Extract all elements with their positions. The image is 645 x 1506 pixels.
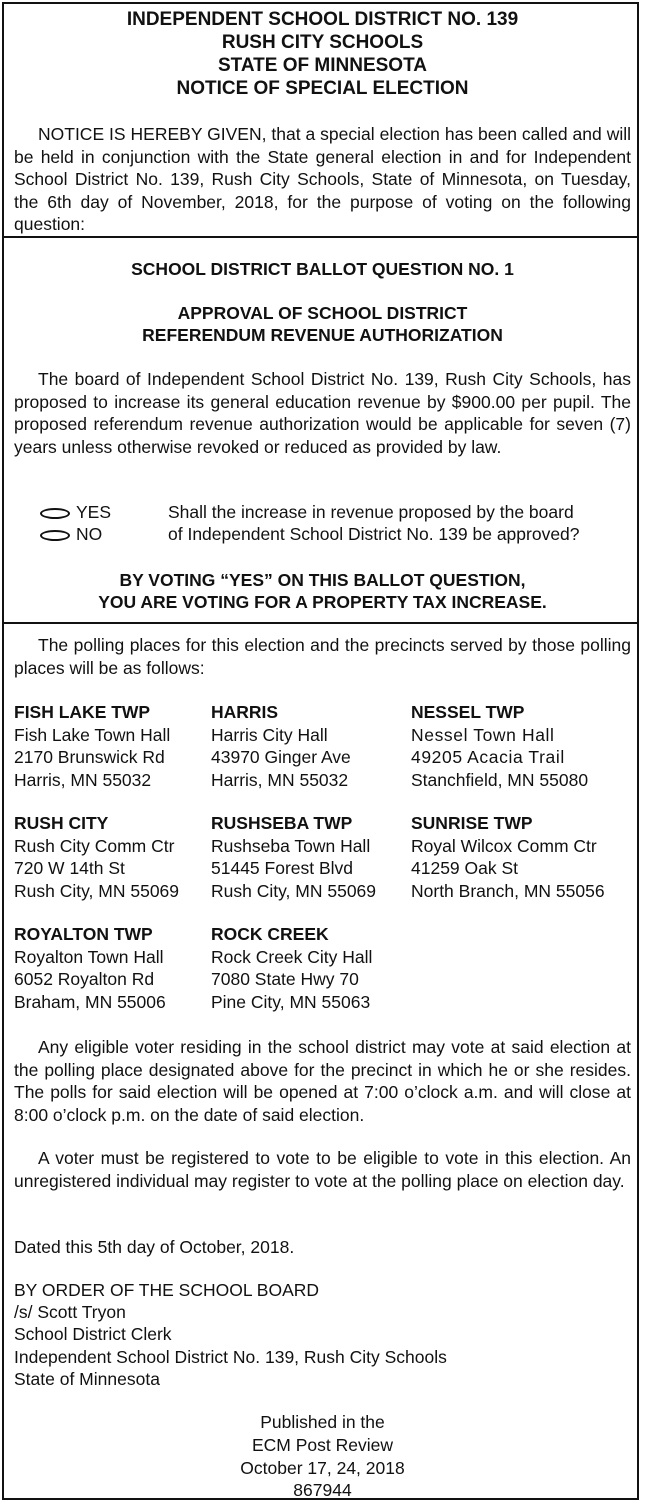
precinct-rush-city: [14, 812, 179, 902]
approval-title-line2: REFERENDUM REVENUE AUTHORIZATION: [142, 325, 503, 345]
yes-label: YES: [76, 502, 112, 522]
precinct-name: RUSH CITY: [14, 813, 109, 833]
precinct-place: Rush City Comm Ctr: [14, 835, 175, 856]
precinct-street: 41259 Oak St: [411, 858, 519, 878]
no-option: [40, 523, 102, 546]
yes-option: [40, 501, 111, 524]
precinct-rushseba: [211, 812, 376, 902]
precinct-name: ROCK CREEK: [211, 924, 329, 944]
publication-line1: Published in the: [260, 1412, 385, 1432]
precinct-name: ROYALTON TWP: [14, 924, 153, 944]
yes-oval-icon: [40, 508, 70, 519]
divider: [2, 236, 639, 238]
publication-dates: October 17, 24, 2018: [240, 1458, 405, 1478]
precinct-city: Pine City, MN 55063: [211, 991, 371, 1012]
precinct-place: Nessel Town Hall: [411, 724, 555, 745]
precinct-city: Harris, MN 55032: [211, 769, 349, 790]
precinct-nessel: [411, 701, 588, 791]
precinct-place: Royal Wilcox Comm Ctr: [411, 835, 597, 856]
precinct-name: HARRIS: [211, 702, 279, 722]
precinct-street: 2170 Brunswick Rd: [14, 747, 165, 767]
precinct-city: North Branch, MN 55056: [411, 880, 605, 901]
precinct-name: NESSEL TWP: [411, 702, 525, 722]
precinct-city: Rush City, MN 55069: [14, 880, 180, 901]
precinct-place: Fish Lake Town Hall: [14, 724, 171, 745]
precinct-harris: [211, 701, 351, 791]
precinct-street: 49205 Acacia Trail: [411, 747, 565, 767]
dated-line: Dated this 5th day of October, 2018.: [14, 1237, 295, 1257]
precinct-street: 720 W 14th St: [14, 858, 125, 878]
precinct-name: RUSHSEBA TWP: [211, 813, 353, 833]
precinct-street: 43970 Ginger Ave: [211, 747, 351, 767]
registration-paragraph: A voter must be registered to vote to be eligible to vote in this election. An unregistered individual may register to vote at the polling place on election day.: [14, 1148, 631, 1191]
publication-id: 867944: [293, 1480, 352, 1500]
state-name: STATE OF MINNESOTA: [218, 55, 427, 76]
eligibility-paragraph: Any eligible voter residing in the school district may vote at said election at the polling place designated above for the precinct in which he or she resides. The polls for said election will be opened at 7:00 o’clock a.m. and will close at 8:00 o’clock p.m. on the date of said election.: [14, 1037, 631, 1125]
precinct-rock-creek: [211, 923, 372, 1013]
no-label: NO: [76, 524, 103, 544]
ballot-question-line2: of Independent School District No. 139 be approved?: [168, 524, 580, 544]
divider: [2, 622, 639, 624]
precinct-street: 7080 State Hwy 70: [211, 969, 359, 989]
precinct-street: 51445 Forest Blvd: [211, 858, 354, 878]
polling-intro: The polling places for this election and the precincts served by those polling places will be as follows:: [14, 635, 631, 678]
approval-title-line1: APPROVAL OF SCHOOL DISTRICT: [177, 303, 468, 323]
signature-name: /s/ Scott Tryon: [14, 1302, 126, 1322]
precinct-place: Rock Creek City Hall: [211, 946, 373, 967]
ballot-options: [14, 501, 631, 547]
signature-order: BY ORDER OF THE SCHOOL BOARD: [14, 1280, 320, 1300]
tax-warning-line2: YOU ARE VOTING FOR A PROPERTY TAX INCREASE.: [98, 592, 547, 612]
signature-title: School District Clerk: [14, 1324, 172, 1344]
district-title: INDEPENDENT SCHOOL DISTRICT NO. 139: [126, 9, 519, 30]
tax-warning-line1: BY VOTING “YES” ON THIS BALLOT QUESTION,: [119, 570, 526, 590]
notice-title: NOTICE OF SPECIAL ELECTION: [176, 78, 469, 99]
precinct-city: Harris, MN 55032: [14, 769, 152, 790]
precinct-city: Braham, MN 55006: [14, 991, 166, 1012]
precinct-royalton: [14, 923, 166, 1013]
signature-state: State of Minnesota: [14, 1369, 160, 1389]
precinct-street: 6052 Royalton Rd: [14, 969, 155, 989]
no-oval-icon: [40, 530, 70, 541]
ballot-question-title: SCHOOL DISTRICT BALLOT QUESTION NO. 1: [131, 259, 514, 279]
signature-district: Independent School District No. 139, Rush City Schools: [14, 1347, 447, 1367]
precinct-city: Stanchfield, MN 55080: [411, 769, 589, 790]
ballot-body: The board of Independent School District No. 139, Rush City Schools, has proposed to increase its general education revenue by $900.00 per pupil. The proposed referendum revenue authorization would be applicable for seven (7) years unless otherwise revoked or reduced as provided by law.: [14, 369, 631, 457]
precinct-city: Rush City, MN 55069: [211, 880, 377, 901]
precinct-name: SUNRISE TWP: [411, 813, 533, 833]
publication-paper: ECM Post Review: [251, 1435, 393, 1455]
precinct-place: Harris City Hall: [211, 724, 328, 745]
precinct-sunrise: [411, 812, 605, 902]
ballot-question-line1: Shall the increase in revenue proposed by the board: [168, 502, 574, 522]
precinct-name: FISH LAKE TWP: [14, 702, 151, 722]
precinct-place: Rushseba Town Hall: [211, 835, 371, 856]
intro-paragraph: NOTICE IS HEREBY GIVEN, that a special election has been called and will be held in conjunction with the State general election in and for Independent School District No. 139, Rush City Schools, State of Minnesota, on Tuesday, the 6th day of November, 2018, for the purpose of voting on the following question:: [14, 124, 631, 234]
precinct-fish-lake: [14, 701, 170, 791]
precinct-place: Royalton Town Hall: [14, 946, 164, 967]
school-name: RUSH CITY SCHOOLS: [221, 32, 424, 53]
